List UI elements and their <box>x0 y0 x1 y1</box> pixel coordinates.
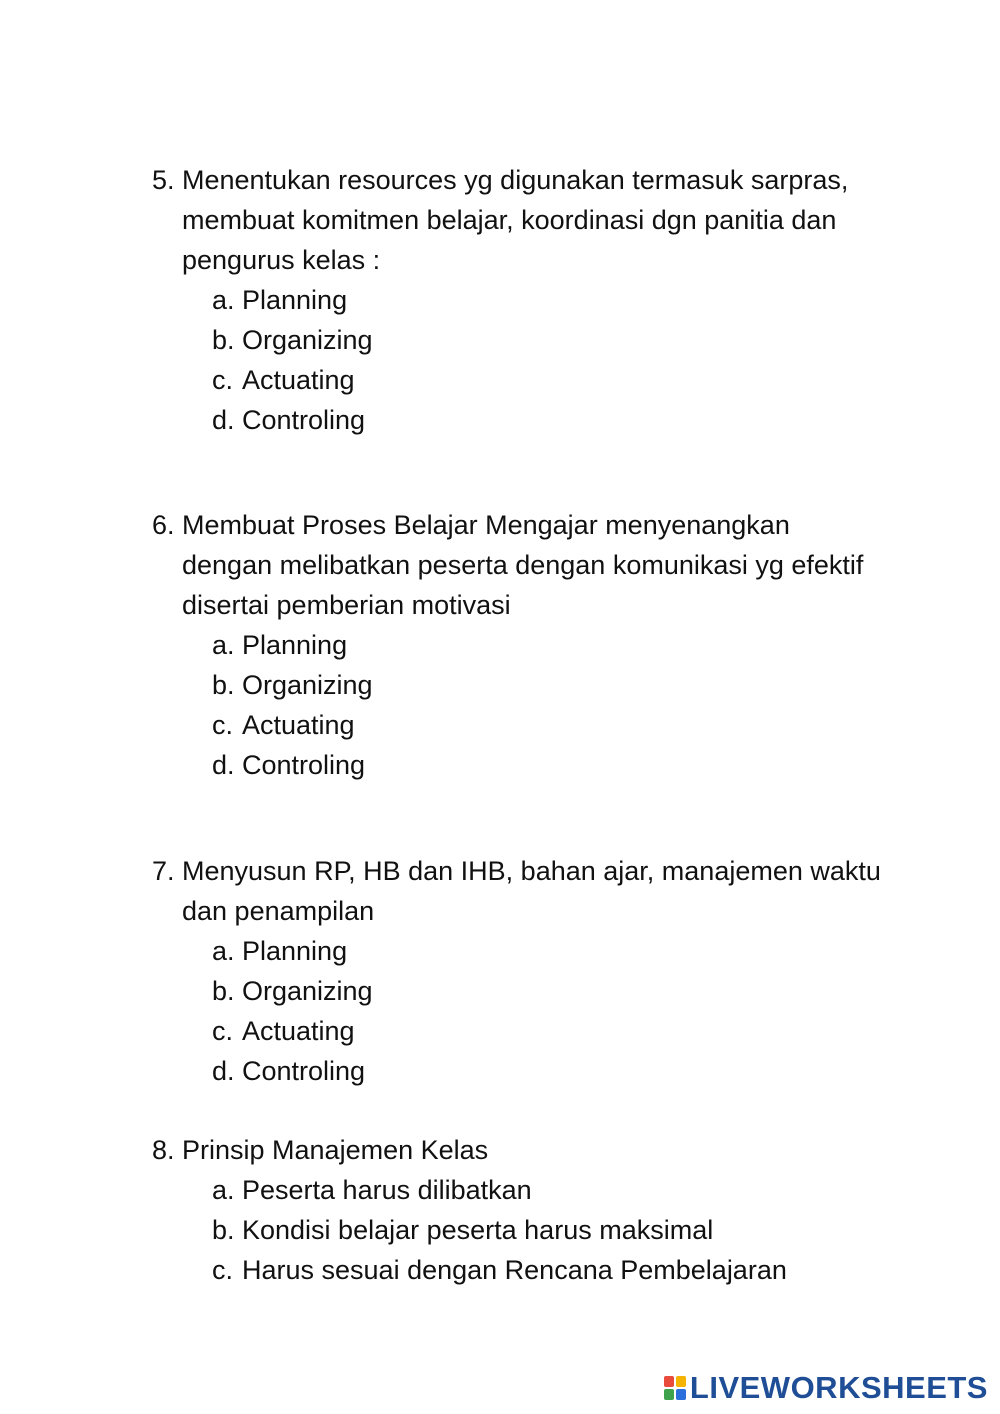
option-letter: b. <box>212 1215 235 1245</box>
question-6 <box>152 505 882 785</box>
option-a <box>212 1170 882 1210</box>
option-list <box>152 1170 882 1290</box>
option-text: Organizing <box>242 670 373 700</box>
logo-square-blue <box>676 1389 686 1400</box>
question-8 <box>152 1130 882 1290</box>
question-7 <box>152 851 882 1091</box>
option-b <box>212 320 882 360</box>
option-c <box>212 705 882 745</box>
option-b <box>212 971 882 1011</box>
option-text: Controling <box>242 750 366 780</box>
option-letter: d. <box>212 1056 235 1086</box>
option-a <box>212 280 882 320</box>
option-a <box>212 931 882 971</box>
option-b <box>212 665 882 705</box>
option-c <box>212 1250 882 1290</box>
option-letter: a. <box>212 285 235 315</box>
option-letter: b. <box>212 976 235 1006</box>
option-letter: a. <box>212 630 235 660</box>
option-c <box>212 1011 882 1051</box>
option-text: Actuating <box>242 365 355 395</box>
option-letter: d. <box>212 750 235 780</box>
option-text: Controling <box>242 405 366 435</box>
option-list <box>152 625 882 785</box>
question-number: 7. <box>152 856 175 886</box>
liveworksheets-logo-icon <box>664 1376 686 1400</box>
option-d <box>212 400 882 440</box>
option-list <box>152 931 882 1091</box>
option-letter: c. <box>212 1255 234 1285</box>
option-letter: b. <box>212 325 235 355</box>
option-text: Actuating <box>242 1016 355 1046</box>
question-text: Prinsip Manajemen Kelas <box>182 1135 489 1165</box>
option-c <box>212 360 882 400</box>
liveworksheets-logo <box>664 1370 988 1406</box>
option-text: Planning <box>242 630 348 660</box>
question-5 <box>152 160 882 440</box>
option-letter: a. <box>212 1175 235 1205</box>
option-a <box>212 625 882 665</box>
question-number: 8. <box>152 1135 175 1165</box>
question-number: 6. <box>152 510 175 540</box>
option-letter: a. <box>212 936 235 966</box>
option-letter: c. <box>212 1016 234 1046</box>
option-text: Planning <box>242 285 348 315</box>
logo-square-red <box>664 1376 674 1387</box>
question-text: Menyusun RP, HB dan IHB, bahan ajar, manajemen waktu dan penampilan <box>182 856 881 926</box>
option-b <box>212 1210 882 1250</box>
option-d <box>212 745 882 785</box>
question-number: 5. <box>152 165 175 195</box>
option-text: Kondisi belajar peserta harus maksimal <box>242 1215 714 1245</box>
option-text: Controling <box>242 1056 366 1086</box>
option-text: Harus sesuai dengan Rencana Pembelajaran <box>242 1255 787 1285</box>
option-text: Organizing <box>242 325 373 355</box>
option-letter: c. <box>212 710 234 740</box>
option-text: Actuating <box>242 710 355 740</box>
option-d <box>212 1051 882 1091</box>
brand-text: LIVEWORKSHEETS <box>689 1370 988 1405</box>
logo-square-green <box>664 1389 674 1400</box>
question-text: Membuat Proses Belajar Mengajar menyenangkan dengan melibatkan peserta dengan komunikasi yg efektif disertai pemberian motivasi <box>182 510 864 620</box>
question-text: Menentukan resources yg digunakan termasuk sarpras, membuat komitmen belajar, koordinasi dgn panitia dan pengurus kelas : <box>182 165 849 275</box>
option-text: Planning <box>242 936 348 966</box>
option-list <box>152 280 882 440</box>
option-letter: d. <box>212 405 235 435</box>
option-letter: c. <box>212 365 234 395</box>
option-text: Organizing <box>242 976 373 1006</box>
option-text: Peserta harus dilibatkan <box>242 1175 532 1205</box>
option-letter: b. <box>212 670 235 700</box>
logo-square-yellow <box>676 1376 686 1387</box>
